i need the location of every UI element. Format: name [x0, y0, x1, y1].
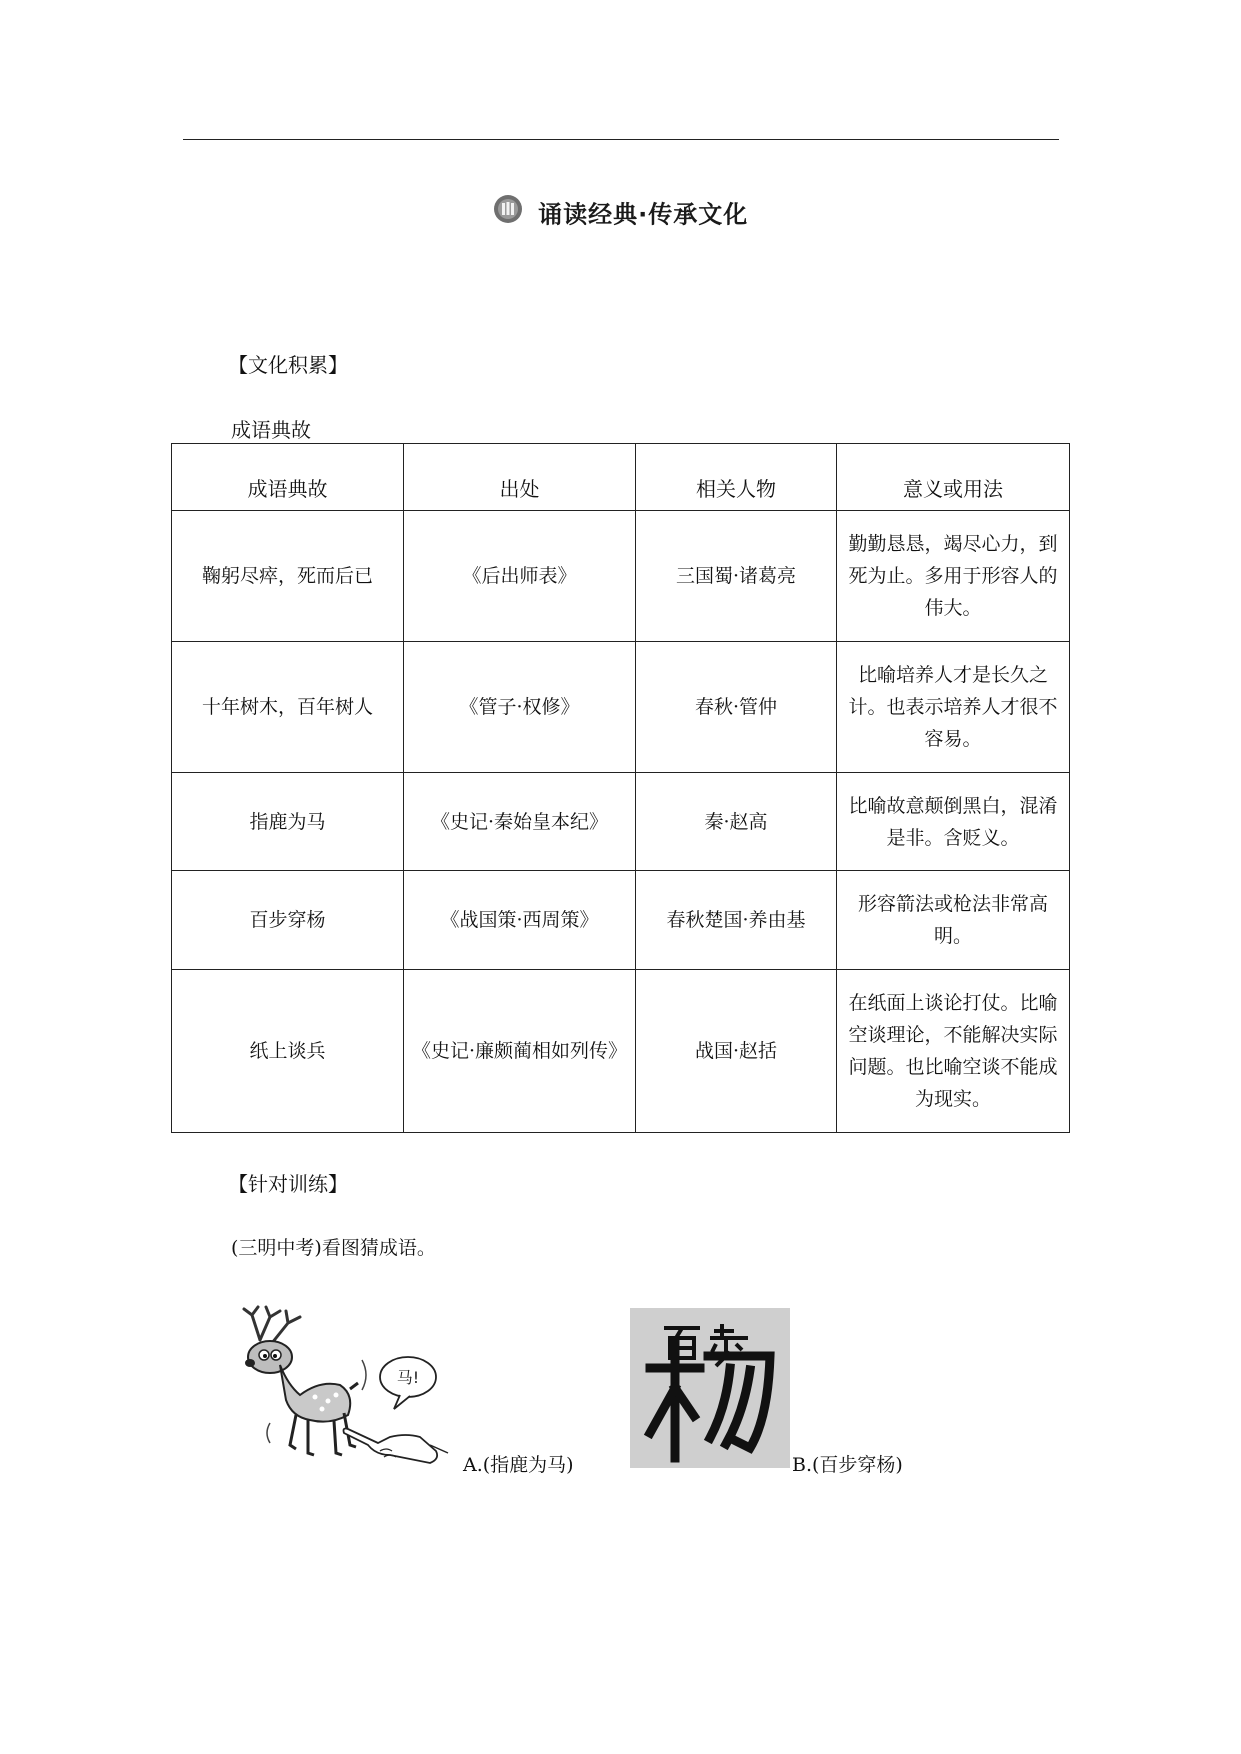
cell-idiom: 指鹿为马 [172, 773, 404, 871]
cell-person: 春秋楚国·养由基 [636, 871, 837, 970]
top-rule [183, 139, 1059, 140]
cell-idiom: 十年树木，百年树人 [172, 642, 404, 773]
page-heading [0, 194, 1241, 230]
cell-source: 《后出师表》 [404, 511, 636, 642]
table-row [172, 511, 1070, 642]
cell-meaning: 形容箭法或枪法非常高明。 [837, 871, 1070, 970]
cell-person: 秦·赵高 [636, 773, 837, 871]
caption-a: A.(指鹿为马) [463, 1454, 574, 1476]
speech-bubble-text: 马! [396, 1368, 420, 1387]
table-row [172, 642, 1070, 773]
table-row [172, 970, 1070, 1133]
quiz-prompt: (三明中考)看图猜成语。 [231, 1237, 436, 1259]
deer-pointing-illustration [230, 1305, 460, 1477]
section-training: 【针对训练】 [228, 1172, 348, 1196]
cell-idiom: 纸上谈兵 [172, 970, 404, 1133]
table-row [172, 773, 1070, 871]
table-row [172, 871, 1070, 970]
cell-meaning: 比喻故意颠倒黑白，混淆是非。含贬义。 [837, 773, 1070, 871]
header-source: 出处 [404, 444, 636, 511]
header-meaning: 意义或用法 [837, 444, 1070, 511]
header-person: 相关人物 [636, 444, 837, 511]
cell-source: 《史记·廉颇蔺相如列传》 [404, 970, 636, 1133]
page-title: 诵读经典·传承文化 [538, 200, 749, 229]
cell-source: 《战国策·西周策》 [404, 871, 636, 970]
cell-meaning: 比喻培养人才是长久之计。也表示培养人才很不容易。 [837, 642, 1070, 773]
section-accumulation: 【文化积累】 [228, 353, 348, 377]
cell-person: 春秋·管仲 [636, 642, 837, 773]
idiom-table [171, 443, 1070, 1133]
cell-meaning: 在纸面上谈论打仗。比喻空谈理论，不能解决实际问题。也比喻空谈不能成为现实。 [837, 970, 1070, 1133]
cell-source: 《管子·权修》 [404, 642, 636, 773]
cell-idiom: 百步穿杨 [172, 871, 404, 970]
table-subtitle: 成语典故 [231, 418, 311, 442]
table-header-row [172, 444, 1070, 511]
caption-b: B.(百步穿杨) [792, 1454, 903, 1476]
cell-person: 战国·赵括 [636, 970, 837, 1133]
cell-meaning: 勤勤恳恳，竭尽心力，到死为止。多用于形容人的伟大。 [837, 511, 1070, 642]
cell-source: 《史记·秦始皇本纪》 [404, 773, 636, 871]
header-idiom: 成语典故 [172, 444, 404, 511]
cell-idiom: 鞠躬尽瘁，死而后已 [172, 511, 404, 642]
cell-person: 三国蜀·诸葛亮 [636, 511, 837, 642]
book-icon [493, 194, 523, 230]
character-puzzle-image [630, 1308, 790, 1468]
